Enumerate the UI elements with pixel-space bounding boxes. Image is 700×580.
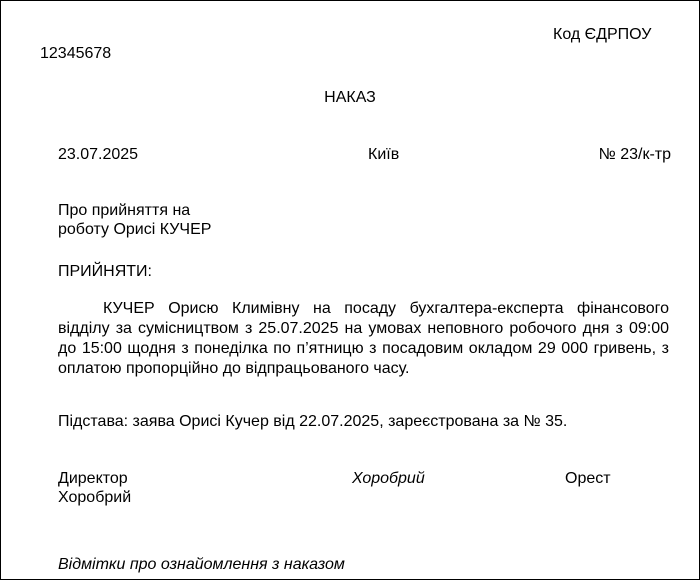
- document-title: НАКАЗ: [324, 89, 376, 106]
- document-number: № 23/к-тр: [598, 146, 671, 163]
- document-city: Київ: [368, 146, 400, 163]
- signer-signature: Хоробрий: [352, 470, 425, 487]
- signer-first-name: Орест: [565, 470, 611, 487]
- subject-line-2: роботу Орисі КУЧЕР: [58, 221, 212, 238]
- document-date: 23.07.2025: [58, 146, 139, 163]
- order-verb: ПРИЙНЯТИ:: [58, 263, 152, 280]
- order-body-paragraph: КУЧЕР Орисю Климівну на посаду бухгалтера-експерта фінансового відділу за сумісництвом з 25.07.2025 на умовах неповного робочого дня з 09:00 до 15:00 щодня з понеділка по п’ятницю з посадовим окладом 29 000 гривень, з оплатою пропорційно до відпрацьованого часу.: [58, 300, 669, 377]
- acknowledgement-note: Відмітки про ознайомлення з наказом: [58, 556, 345, 573]
- subject-line-1: Про прийняття на: [58, 202, 191, 219]
- signer-surname: Хоробрий: [58, 489, 132, 506]
- basis-line: Підстава: заява Орисі Кучер від 22.07.2025, зареєстрована за № 35.: [58, 413, 568, 430]
- edrpou-label: Код ЄДРПОУ: [553, 26, 652, 43]
- signer-position: Директор: [58, 470, 128, 487]
- edrpou-code: 12345678: [40, 45, 112, 62]
